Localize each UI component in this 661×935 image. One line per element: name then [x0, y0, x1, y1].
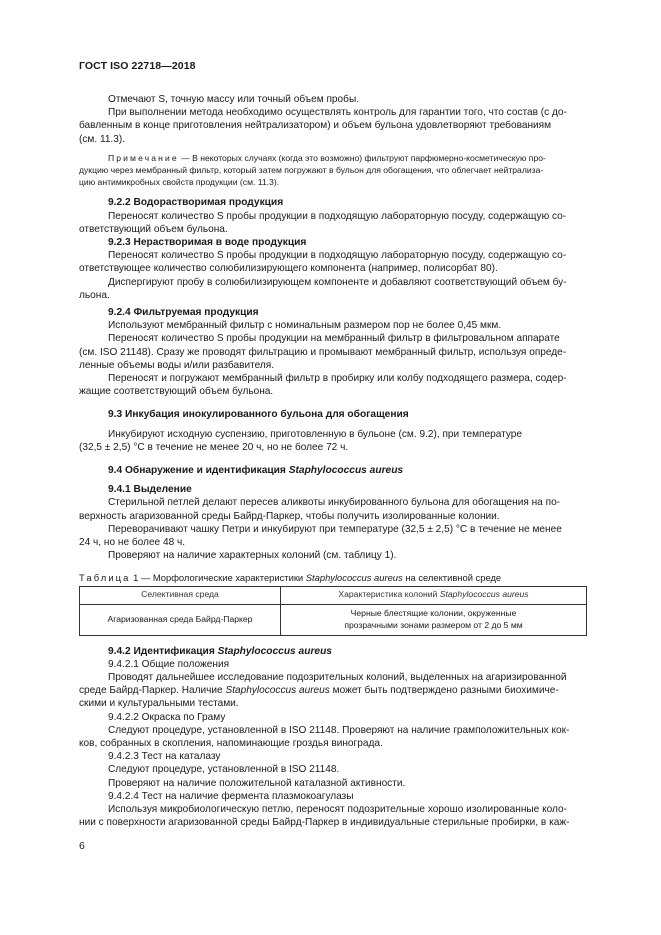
paragraph-cont	[79, 684, 587, 697]
text: 1 — Морфологические характеристики	[130, 571, 306, 583]
text: 9.4 Обнаружение и идентификация	[108, 465, 289, 477]
section-heading-9-4-1: 9.4.1 Выделение	[108, 484, 192, 496]
species-name: Staphylococcus aureus	[305, 571, 403, 583]
paragraph-cont: ков, собранных в скопления, напоминающие гроздья винограда.	[79, 737, 383, 749]
paragraph: Диспергируют пробу в солюбилизирующем компоненте и добавляют соответствующий объем бу-	[108, 276, 567, 288]
species-name: Staphylococcus aureus	[439, 589, 529, 600]
text: бавленным в конце приготовления нейтрализатором) и объем бульона удовлетворяют требованиям	[79, 120, 552, 132]
table-caption	[79, 571, 587, 584]
paragraph: Переносят количество S пробы продукции в подходящую лабораторную посуду, содержащую со-	[108, 250, 567, 262]
table-cell-medium: Агаризованная среда Байрд-Паркер	[80, 604, 281, 635]
subsection-heading: 9.4.2.3 Тест на каталазу	[108, 751, 221, 763]
text: на селективной среде	[402, 571, 502, 583]
section-heading-9-2-4: 9.2.4 Фильтруемая продукция	[108, 307, 259, 319]
text: цию антимикробных свойств продукции (см. 11.3).	[79, 177, 280, 188]
section-heading-9-4	[79, 464, 587, 477]
table-row	[80, 604, 587, 635]
paragraph-cont: нии с поверхности агаризованной среды Байрд-Паркер в индивидуальные стерильные пробирки, в каж-	[79, 817, 570, 829]
paragraph-cont: ленные объемы воды и/или разбавителя.	[79, 359, 275, 371]
subsection-heading: 9.4.2.2 Окраска по Граму	[108, 711, 226, 723]
note	[79, 152, 587, 164]
paragraph-cont: 24 ч, но не более 48 ч.	[79, 537, 186, 549]
species-name: Staphylococcus aureus	[225, 685, 330, 697]
text: 9.4.2 Идентификация	[108, 645, 218, 657]
caption-label: Таблица	[79, 571, 131, 583]
paragraph: Проверяют на наличие характерных колоний (см. таблицу 1).	[108, 550, 397, 562]
text: Черные блестящие колонии, окруженные	[350, 608, 517, 618]
page-number: 6	[79, 840, 85, 852]
text: Отмечают S, точную массу или точный объем пробы.	[108, 94, 359, 105]
paragraph: Инкубируют исходную суспензию, приготовленную в бульоне (см. 9.2), при температуре	[108, 428, 523, 440]
text: Характеристика колоний	[338, 589, 440, 600]
table-header-medium: Селективная среда	[80, 586, 281, 604]
paragraph	[79, 93, 587, 106]
paragraph-cont: скими и культуральными тестами.	[79, 698, 239, 710]
paragraph: Проводят дальнейшее исследование подозрительных колоний, выделенных на агаризированной	[108, 671, 567, 683]
note-label: Примечание	[108, 152, 179, 163]
table-cell-characteristic	[281, 604, 587, 635]
text: прозрачными зонами размером от 2 до 5 мм	[344, 619, 523, 630]
subsection-heading: 9.4.2.4 Тест на наличие фермента плазмокоагулазы	[108, 790, 354, 802]
section-heading-9-2-2: 9.2.2 Водорастворимая продукция	[108, 197, 284, 209]
table-header-row	[80, 586, 587, 604]
note-cont	[79, 164, 587, 176]
document-body	[79, 93, 587, 829]
document-header: ГОСТ ISO 22718—2018	[79, 60, 196, 72]
paragraph	[79, 106, 587, 119]
paragraph: Стерильной петлей делают пересев аликвоты инкубированного бульона для обогащения на по-	[108, 497, 561, 509]
text: — В некоторых случаях (когда это возможно) фильтруют парфюмерно-косметическую про-	[178, 152, 546, 163]
paragraph: Переносят количество S пробы продукции в подходящую лабораторную посуду, содержащую со-	[108, 210, 567, 222]
paragraph: Переворачивают чашку Петри и инкубируют при температуре (32,5 ± 2,5) °С в течение не менее	[108, 523, 562, 535]
paragraph-cont: ответствующее количество солюбилизирующего компонента (например, полисорбат 80).	[79, 263, 498, 275]
paragraph: Переносят количество S пробы продукции на мембранный фильтр в фильтровальном аппарате	[108, 333, 560, 345]
paragraph-cont: жащие соответствующий объем бульона.	[79, 386, 274, 398]
paragraph-cont	[79, 119, 587, 132]
paragraph-cont: верхность агаризованной среды Байрд-Паркер, чтобы получить изолированные колонии.	[79, 510, 500, 522]
paragraph-cont: льона.	[79, 289, 110, 301]
section-heading-9-3: 9.3 Инкубация инокулированного бульона для обогащения	[108, 409, 409, 421]
paragraph-cont: ответствующий объем бульона.	[79, 223, 228, 235]
paragraph: Переносят и погружают мембранный фильтр в пробирку или колбу подходящего размера, содер-	[108, 373, 567, 385]
characteristics-table	[79, 586, 587, 636]
text: (см. 11.3).	[79, 133, 126, 145]
paragraph: Используя микробиологическую петлю, переносят подозрительные хорошо изолированные коло-	[108, 803, 567, 815]
paragraph: Следуют процедуре, установленной в ISO 21148. Проверяют на наличие грамположительных кок-	[108, 724, 570, 736]
paragraph: Используют мембранный фильтр с номинальным размером пор не более 0,45 мкм.	[108, 320, 502, 332]
paragraph-cont: (32,5 ± 2,5) °С в течение не менее 20 ч, но не более 72 ч.	[79, 441, 349, 453]
note-cont	[79, 176, 587, 188]
paragraph-cont	[79, 133, 587, 146]
section-heading-9-4-2	[79, 645, 587, 658]
paragraph: Следуют процедуре, установленной в ISO 21148.	[108, 764, 340, 776]
species-name: Staphylococcus aureus	[288, 465, 404, 477]
species-name: Staphylococcus aureus	[217, 645, 332, 657]
paragraph: Проверяют на наличие положительной каталазной активности.	[108, 777, 406, 789]
subsection-heading: 9.4.2.1 Общие положения	[108, 658, 230, 670]
section-heading-9-2-3: 9.2.3 Нерастворимая в воде продукция	[108, 237, 307, 249]
paragraph-cont: (см. ISO 21148). Сразу же проводят фильтрацию и промывают мембранный фильтр, используя опреде-	[79, 346, 567, 358]
text: может быть подтверждено разными биохимиче-	[329, 685, 559, 697]
table-header-characteristic	[281, 586, 587, 604]
text: При выполнении метода необходимо осуществлять контроль для гарантии того, что состав (с до-	[108, 107, 567, 119]
text: среде Байрд-Паркер. Наличие	[79, 685, 226, 697]
text: дукцию через мембранный фильтр, который затем погружают в бульон для обогащения, что облегчает нейтрализа-	[79, 165, 544, 176]
